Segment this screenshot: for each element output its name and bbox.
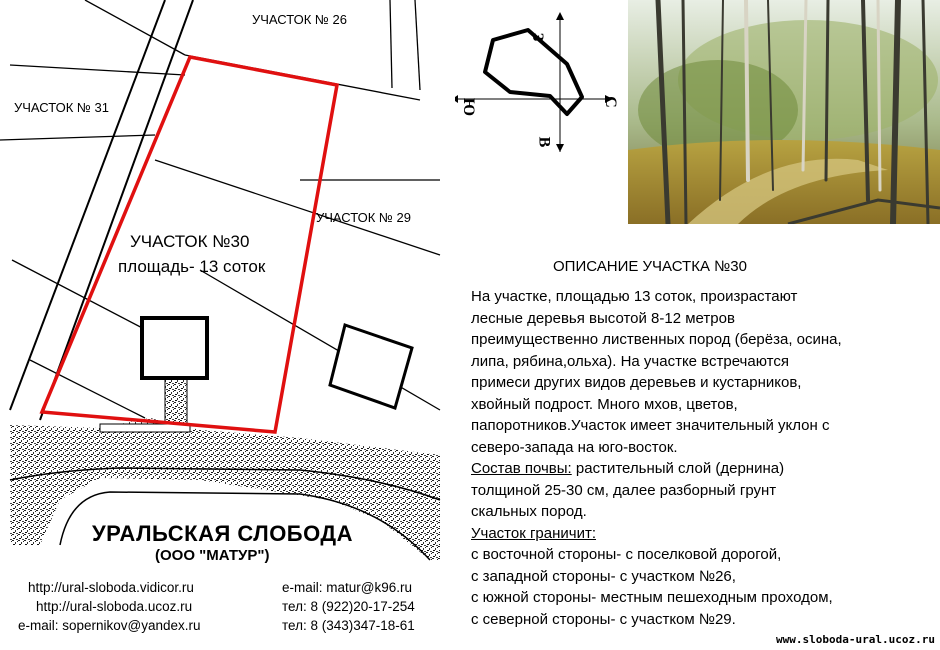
watermark-url: www.sloboda-ural.ucoz.ru bbox=[776, 633, 935, 646]
border-line: с восточной стороны- с поселковой дорогой, bbox=[471, 546, 782, 563]
phone-1: тел: 8 (922)20-17-254 bbox=[282, 599, 415, 614]
email-left[interactable]: e-mail: sopernikov@yandex.ru bbox=[18, 618, 201, 633]
driveway bbox=[165, 377, 187, 427]
plot-30-title: УЧАСТОК №30 bbox=[130, 232, 250, 251]
soil-label: Состав почвы: bbox=[471, 460, 572, 477]
plot-30-area: площадь- 13 соток bbox=[118, 257, 266, 276]
border-line: с западной стороны- с участком №26, bbox=[471, 567, 736, 585]
soil-line: толщиной 25-30 см, далее разборный грунт bbox=[471, 481, 777, 499]
description-line: северо-запада на юго-восток. bbox=[471, 438, 678, 456]
compass-west-label: З bbox=[529, 32, 547, 42]
description-line: лесные деревья высотой 8-12 метров bbox=[471, 309, 735, 327]
description-text bbox=[471, 286, 842, 630]
plot-29-label: УЧАСТОК № 29 bbox=[316, 210, 411, 225]
description-line: На участке, площадью 13 соток, произрастают bbox=[471, 288, 798, 305]
site-link-2[interactable]: http://ural-sloboda.ucoz.ru bbox=[36, 599, 193, 614]
compass-north-label: С bbox=[601, 96, 619, 108]
description-line: хвойный подрост. Много мхов, цветов, bbox=[471, 395, 738, 413]
company-name: УРАЛЬСКАЯ СЛОБОДА bbox=[92, 521, 353, 546]
site-link-1[interactable]: http://ural-sloboda.vidicor.ru bbox=[28, 580, 194, 595]
description-line: папоротников.Участок имеет значительный уклон с bbox=[471, 417, 830, 434]
soil-line bbox=[471, 458, 842, 480]
phone-2: тел: 8 (343)347-18-61 bbox=[282, 618, 415, 633]
forest-photo bbox=[628, 0, 940, 224]
plot-shape-outline bbox=[485, 30, 582, 114]
soil-line: скальных пород. bbox=[471, 503, 587, 520]
email-right[interactable]: e-mail: matur@k96.ru bbox=[282, 580, 412, 595]
compass-east-label: В bbox=[535, 136, 553, 148]
compass-south-label: Ю bbox=[460, 97, 478, 117]
description-title: ОПИСАНИЕ УЧАСТКА №30 bbox=[553, 258, 747, 275]
description-line: примеси других видов деревьев и кустарников, bbox=[471, 374, 802, 391]
plot-26-label: УЧАСТОК № 26 bbox=[252, 12, 347, 27]
border-label: Участок граничит: bbox=[471, 524, 597, 542]
neighbor-building bbox=[330, 325, 412, 408]
plot-31-label: УЧАСТОК № 31 bbox=[14, 100, 109, 115]
house-building bbox=[142, 318, 207, 378]
description-line: липа, рябина,ольха). На участке встречаются bbox=[471, 352, 789, 370]
description-line: преимущественно лиственных пород (берёза, осина, bbox=[471, 331, 842, 348]
company-org: (ООО "МАТУР") bbox=[155, 547, 270, 564]
soil-text: растительный слой (дернина) bbox=[571, 460, 785, 477]
border-line: с северной стороны- с участком №29. bbox=[471, 610, 736, 628]
border-line: с южной стороны- местным пешеходным проходом, bbox=[471, 589, 833, 606]
